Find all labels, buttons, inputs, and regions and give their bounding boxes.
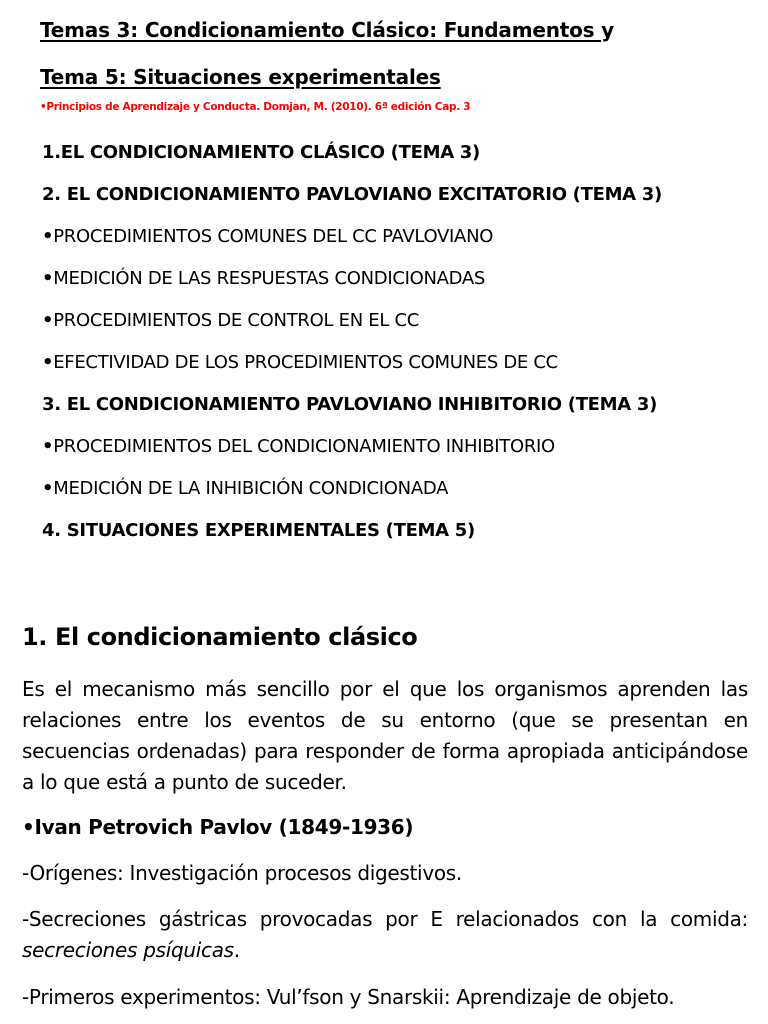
toc-item-text: MEDICIÓN DE LA INHIBICIÓN CONDICIONADA bbox=[53, 478, 449, 499]
toc-item bbox=[42, 350, 762, 392]
bullet-icon: • bbox=[42, 226, 54, 247]
toc-item bbox=[42, 182, 762, 224]
origins-paragraph: -Orígenes: Investigación procesos digestivos. bbox=[22, 861, 462, 885]
title-line-2-text: Tema 5: Situaciones experimentales bbox=[40, 65, 441, 89]
bullet-icon: • bbox=[22, 815, 35, 839]
toc-item-text: 2. EL CONDICIONAMIENTO PAVLOVIANO EXCITATORIO (TEMA 3) bbox=[42, 184, 662, 205]
toc-item bbox=[42, 140, 762, 182]
experiments-paragraph: -Primeros experimentos: Vul’fson y Snarskii: Aprendizaje de objeto. bbox=[22, 985, 675, 1009]
toc-item-text: MEDICIÓN DE LAS RESPUESTAS CONDICIONADAS bbox=[53, 268, 486, 289]
toc-item-text: PROCEDIMIENTOS DEL CONDICIONAMIENTO INHIBITORIO bbox=[53, 436, 555, 457]
secretions-emphasis: secreciones psíquicas bbox=[22, 938, 234, 962]
toc-item bbox=[42, 224, 762, 266]
section-heading: 1. El condicionamiento clásico bbox=[22, 623, 418, 651]
toc-item bbox=[42, 434, 762, 476]
toc-item bbox=[42, 518, 762, 560]
toc-item bbox=[42, 266, 762, 308]
bullet-icon: • bbox=[42, 310, 54, 331]
pavlov-text: Ivan Petrovich Pavlov (1849-1936) bbox=[34, 815, 414, 839]
bibliographic-reference: •Principios de Aprendizaje y Conducta. Domjan, M. (2010). 6ª edición Cap. 3 bbox=[40, 101, 471, 113]
bullet-icon: • bbox=[42, 436, 54, 457]
toc-item-text: 3. EL CONDICIONAMIENTO PAVLOVIANO INHIBITORIO (TEMA 3) bbox=[42, 394, 658, 415]
title-line-1-underlined: Temas 3: Condicionamiento Clásico: Fundamentos bbox=[40, 18, 602, 42]
toc-item-text: 4. SITUACIONES EXPERIMENTALES (TEMA 5) bbox=[42, 520, 475, 541]
bullet-icon: • bbox=[42, 268, 54, 289]
table-of-contents bbox=[42, 140, 762, 560]
toc-item-text: EFECTIVIDAD DE LOS PROCEDIMIENTOS COMUNES DE CC bbox=[53, 352, 558, 373]
title-line-2 bbox=[40, 65, 441, 89]
toc-item-text: 1.EL CONDICIONAMIENTO CLÁSICO (TEMA 3) bbox=[42, 142, 480, 163]
secretions-paragraph bbox=[22, 904, 748, 966]
toc-item bbox=[42, 308, 762, 350]
pavlov-heading bbox=[22, 812, 748, 843]
toc-item-text: PROCEDIMIENTOS DE CONTROL EN EL CC bbox=[53, 310, 420, 331]
toc-item-text: PROCEDIMIENTOS COMUNES DEL CC PAVLOVIANO bbox=[53, 226, 494, 247]
title-line-1-tail: y bbox=[601, 18, 614, 42]
toc-item bbox=[42, 476, 762, 518]
bullet-icon: • bbox=[42, 478, 54, 499]
title-line-1 bbox=[40, 18, 614, 42]
secretions-text: -Secreciones gástricas provocadas por E relacionados con la comida: bbox=[22, 907, 748, 931]
secretions-end: . bbox=[233, 938, 240, 962]
toc-item bbox=[42, 392, 762, 434]
bullet-icon: • bbox=[42, 352, 54, 373]
intro-paragraph: Es el mecanismo más sencillo por el que los organismos aprenden las relaciones entre los eventos de su entorno (que se presentan en secuencias ordenadas) para responder de forma apropiada anticipándose a lo que está a punto de suceder. bbox=[22, 677, 748, 794]
